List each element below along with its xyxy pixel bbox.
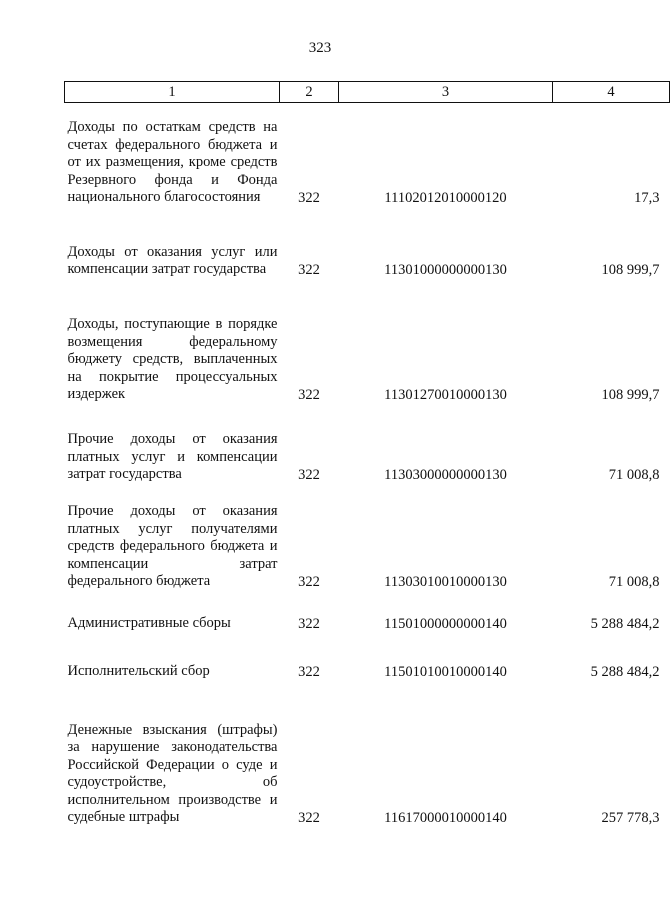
row-amount: 71 008,8 (608, 466, 660, 483)
row-admin-code: 322 (298, 466, 320, 483)
column-header-3: 3 (339, 82, 553, 103)
row-amount: 5 288 484,2 (590, 615, 660, 632)
row-name: Прочие доходы от оказания платных услуг и компенсации затрат государства (67, 431, 278, 482)
table-row (65, 683, 670, 829)
row-admin-code: 322 (298, 261, 320, 278)
table-row (65, 486, 670, 593)
row-admin-code: 322 (298, 615, 320, 632)
table-row (65, 281, 670, 406)
table-row (65, 593, 670, 635)
row-name: Исполнительский сбор (67, 663, 210, 679)
column-header-4: 4 (553, 82, 670, 103)
row-amount: 108 999,7 (601, 386, 660, 403)
row-admin-code: 322 (298, 809, 320, 826)
row-budget-code: 11617000010000140 (384, 809, 507, 826)
row-budget-code: 11303010010000130 (384, 573, 507, 590)
table-row (65, 209, 670, 281)
row-name: Прочие доходы от оказания платных услуг получателями средств федерального бюджета и компенсации затрат федерального бюджета (67, 503, 278, 589)
row-name: Доходы, поступающие в порядке возмещения федеральному бюджету средств, выплаченных на покрытие процессуальных издержек (67, 316, 278, 402)
row-admin-code: 322 (298, 573, 320, 590)
row-budget-code: 11102012010000120 (384, 189, 507, 206)
table-header-row (65, 82, 670, 103)
row-budget-code: 11501010010000140 (384, 663, 507, 680)
row-budget-code: 11501000000000140 (384, 615, 507, 632)
row-name: Доходы от оказания услуг или компенсации затрат государства (67, 243, 278, 277)
row-amount: 5 288 484,2 (590, 663, 660, 680)
row-amount: 17,3 (634, 189, 660, 206)
row-amount: 108 999,7 (601, 261, 660, 278)
row-admin-code: 322 (298, 386, 320, 403)
table-row (65, 103, 670, 209)
budget-table (64, 81, 670, 829)
row-budget-code: 11301270010000130 (384, 386, 507, 403)
row-name: Денежные взыскания (штрафы) за нарушение законодательства Российской Федерации о суде и судоустройстве, об исполнительном производстве и судебные штрафы (67, 721, 278, 825)
row-name: Административные сборы (67, 615, 231, 631)
column-header-2: 2 (280, 82, 339, 103)
column-header-1: 1 (65, 82, 280, 103)
row-budget-code: 11301000000000130 (384, 261, 507, 278)
table-row (65, 635, 670, 683)
row-amount: 71 008,8 (608, 573, 660, 590)
table-row (65, 406, 670, 486)
row-budget-code: 11303000000000130 (384, 466, 507, 483)
row-name: Доходы по остаткам средств на счетах федерального бюджета и от их размещения, кроме средств Резервного фонда и Фонда национального благосостояния (67, 119, 278, 205)
row-admin-code: 322 (298, 663, 320, 680)
page-number: 323 (308, 40, 332, 56)
row-admin-code: 322 (298, 189, 320, 206)
row-amount: 257 778,3 (601, 809, 660, 826)
